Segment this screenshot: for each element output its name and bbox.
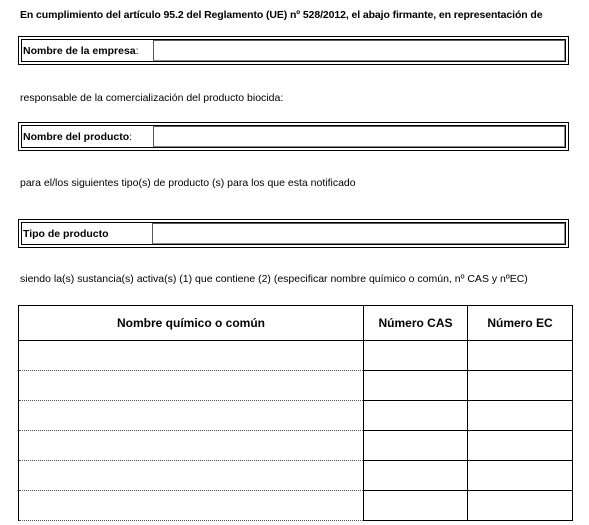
header-chemical-name: Nombre químico o común — [19, 306, 364, 341]
header-ec-number: Número EC — [468, 306, 573, 341]
chemical-name-cell[interactable] — [19, 401, 364, 431]
substances-text: siendo la(s) sustancia(s) activa(s) (1) que contiene (2) (especificar nombre químico o común, nº CAS y nºEC) — [20, 273, 528, 285]
cas-number-cell[interactable] — [364, 401, 468, 431]
product-type-label-text: Tipo de producto — [23, 227, 109, 240]
chemical-name-cell[interactable] — [19, 371, 364, 401]
chemical-name-cell[interactable] — [19, 491, 364, 521]
responsible-text: responsable de la comercialización del producto biocida: — [20, 92, 284, 104]
intro-text: En cumplimiento del artículo 95.2 del Reglamento (UE) nº 528/2012, el abajo firmante, en representación de — [20, 9, 543, 21]
substances-table — [18, 305, 573, 521]
company-field-group — [18, 36, 569, 65]
product-types-text: para el/los siguientes tipo(s) de producto (s) para los que esta notificado — [20, 177, 356, 189]
cas-number-cell[interactable] — [364, 371, 468, 401]
product-type-input[interactable] — [152, 223, 565, 244]
cas-number-cell[interactable] — [364, 461, 468, 491]
chemical-name-cell[interactable] — [19, 431, 364, 461]
table-header-row — [19, 306, 573, 341]
table-row — [19, 401, 573, 431]
table-row — [19, 491, 573, 521]
company-name-input[interactable] — [153, 40, 565, 61]
ec-number-cell[interactable] — [468, 371, 573, 401]
product-label — [23, 123, 132, 150]
product-type-label — [23, 220, 109, 247]
header-cas-number: Número CAS — [364, 306, 468, 341]
product-label-colon: : — [129, 130, 133, 143]
company-label-text: Nombre de la empresa — [23, 44, 136, 57]
table-row — [19, 341, 573, 371]
ec-number-cell[interactable] — [468, 491, 573, 521]
ec-number-cell[interactable] — [468, 401, 573, 431]
chemical-name-cell[interactable] — [19, 341, 364, 371]
product-name-input[interactable] — [153, 126, 565, 147]
cas-number-cell[interactable] — [364, 431, 468, 461]
table-row — [19, 431, 573, 461]
ec-number-cell[interactable] — [468, 341, 573, 371]
product-field-group — [18, 122, 569, 151]
cas-number-cell[interactable] — [364, 491, 468, 521]
chemical-name-cell[interactable] — [19, 461, 364, 491]
company-label — [23, 37, 139, 64]
product-label-text: Nombre del producto — [23, 130, 130, 143]
ec-number-cell[interactable] — [468, 461, 573, 491]
ec-number-cell[interactable] — [468, 431, 573, 461]
table-row — [19, 461, 573, 491]
company-label-colon: : — [135, 44, 139, 57]
cas-number-cell[interactable] — [364, 341, 468, 371]
table-row — [19, 371, 573, 401]
product-type-field-group — [18, 219, 569, 248]
